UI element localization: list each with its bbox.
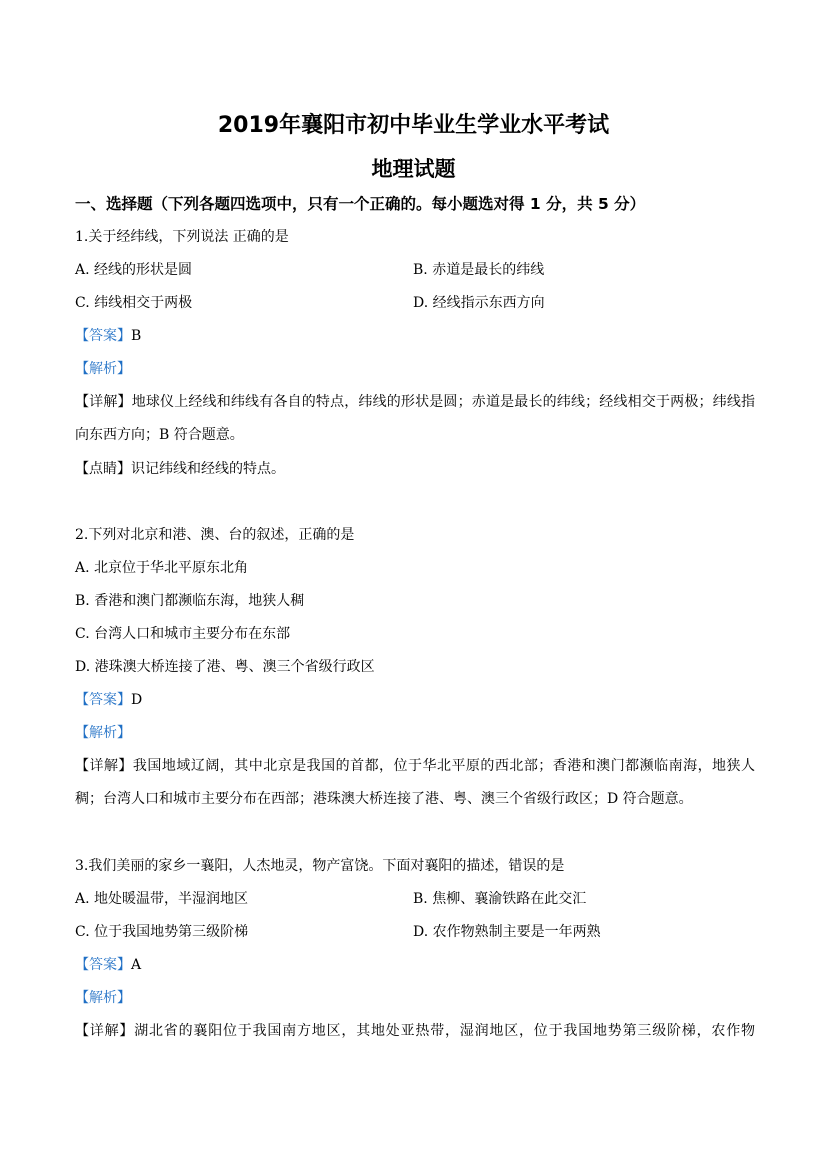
question-3-analysis (75, 989, 131, 1007)
question-2-stem: 2.下列对北京和港、澳、台的叙述，正确的是 (75, 527, 355, 543)
detail-text: 我国地域辽阔，其中北京是我国的首都，位于华北平原的西北部；香港和澳门都濒临南海，地狭人稠；台湾人口和城市主要分布在西部；港珠澳大桥连接了港、粤、澳三个省级行政区；D 符合题意。 (75, 758, 756, 807)
page-subtitle: 地理试题 (371, 157, 456, 181)
detail-text: 地球仪上经线和纬线有各自的特点，纬线的形状是圆；赤道是最长的纬线；经线相交于两极；纬线指向东西方向；B 符合题意。 (75, 394, 756, 443)
detail-tag: 【详解】 (75, 758, 133, 774)
detail-tag: 【详解】 (75, 394, 132, 410)
question-3-stem: 3.我们美丽的家乡一襄阳，人杰地灵，物产富饶。下面对襄阳的描述，错误的是 (75, 858, 565, 874)
question-3-option-b: B. 焦柳、襄渝铁路在此交汇 (413, 891, 587, 907)
question-1-option-c: C. 纬线相交于两极 (75, 295, 193, 311)
question-3-detail (75, 1022, 755, 1040)
section-heading: 一、选择题（下列各题四选项中，只有一个正确的。每小题选对得 1 分，共 5 分） (75, 195, 646, 213)
analysis-tag: 【解析】 (75, 361, 131, 377)
question-2-analysis (75, 724, 131, 742)
comment-text: 识记纬线和经线的特点。 (131, 461, 285, 477)
comment-tag: 【点睛】 (75, 461, 131, 477)
answer-tag: 【答案】 (75, 692, 131, 708)
question-3-option-a: A. 地处暖温带，半湿润地区 (75, 891, 249, 907)
question-1-comment (75, 460, 285, 478)
analysis-tag: 【解析】 (75, 725, 131, 741)
question-2-option-b: B. 香港和澳门都濒临东海，地狭人稠 (75, 593, 305, 609)
detail-text: 湖北省的襄阳位于我国南方地区，其地处亚热带，湿润地区，位于我国地势第三级阶梯，农作物 (134, 1023, 756, 1039)
answer-value: B (131, 328, 142, 344)
answer-value: D (131, 692, 143, 708)
question-2-option-c: C. 台湾人口和城市主要分布在东部 (75, 626, 291, 642)
answer-value: A (131, 957, 142, 973)
question-3-option-c: C. 位于我国地势第三级阶梯 (75, 924, 249, 940)
answer-tag: 【答案】 (75, 957, 131, 973)
analysis-tag: 【解析】 (75, 990, 131, 1006)
answer-tag: 【答案】 (75, 328, 131, 344)
question-2-option-a: A. 北京位于华北平原东北角 (75, 560, 249, 576)
question-1-analysis (75, 360, 131, 378)
detail-tag: 【详解】 (75, 1023, 135, 1039)
question-1-option-d: D. 经线指示东西方向 (413, 295, 545, 311)
question-1-detail (75, 386, 755, 452)
question-2-answer (75, 691, 142, 709)
question-3-option-d: D. 农作物熟制主要是一年两熟 (413, 924, 601, 940)
question-1-stem: 1.关于经纬线，下列说法 正确的是 (75, 229, 289, 245)
question-1-option-a: A. 经线的形状是圆 (75, 262, 193, 278)
question-1-answer (75, 327, 141, 345)
question-3-answer (75, 956, 141, 974)
page-title: 2019年襄阳市初中毕业生学业水平考试 (217, 113, 610, 138)
question-1-option-b: B. 赤道是最长的纬线 (413, 262, 545, 278)
question-2-detail (75, 750, 755, 816)
question-2-option-d: D. 港珠澳大桥连接了港、粤、澳三个省级行政区 (75, 659, 375, 675)
